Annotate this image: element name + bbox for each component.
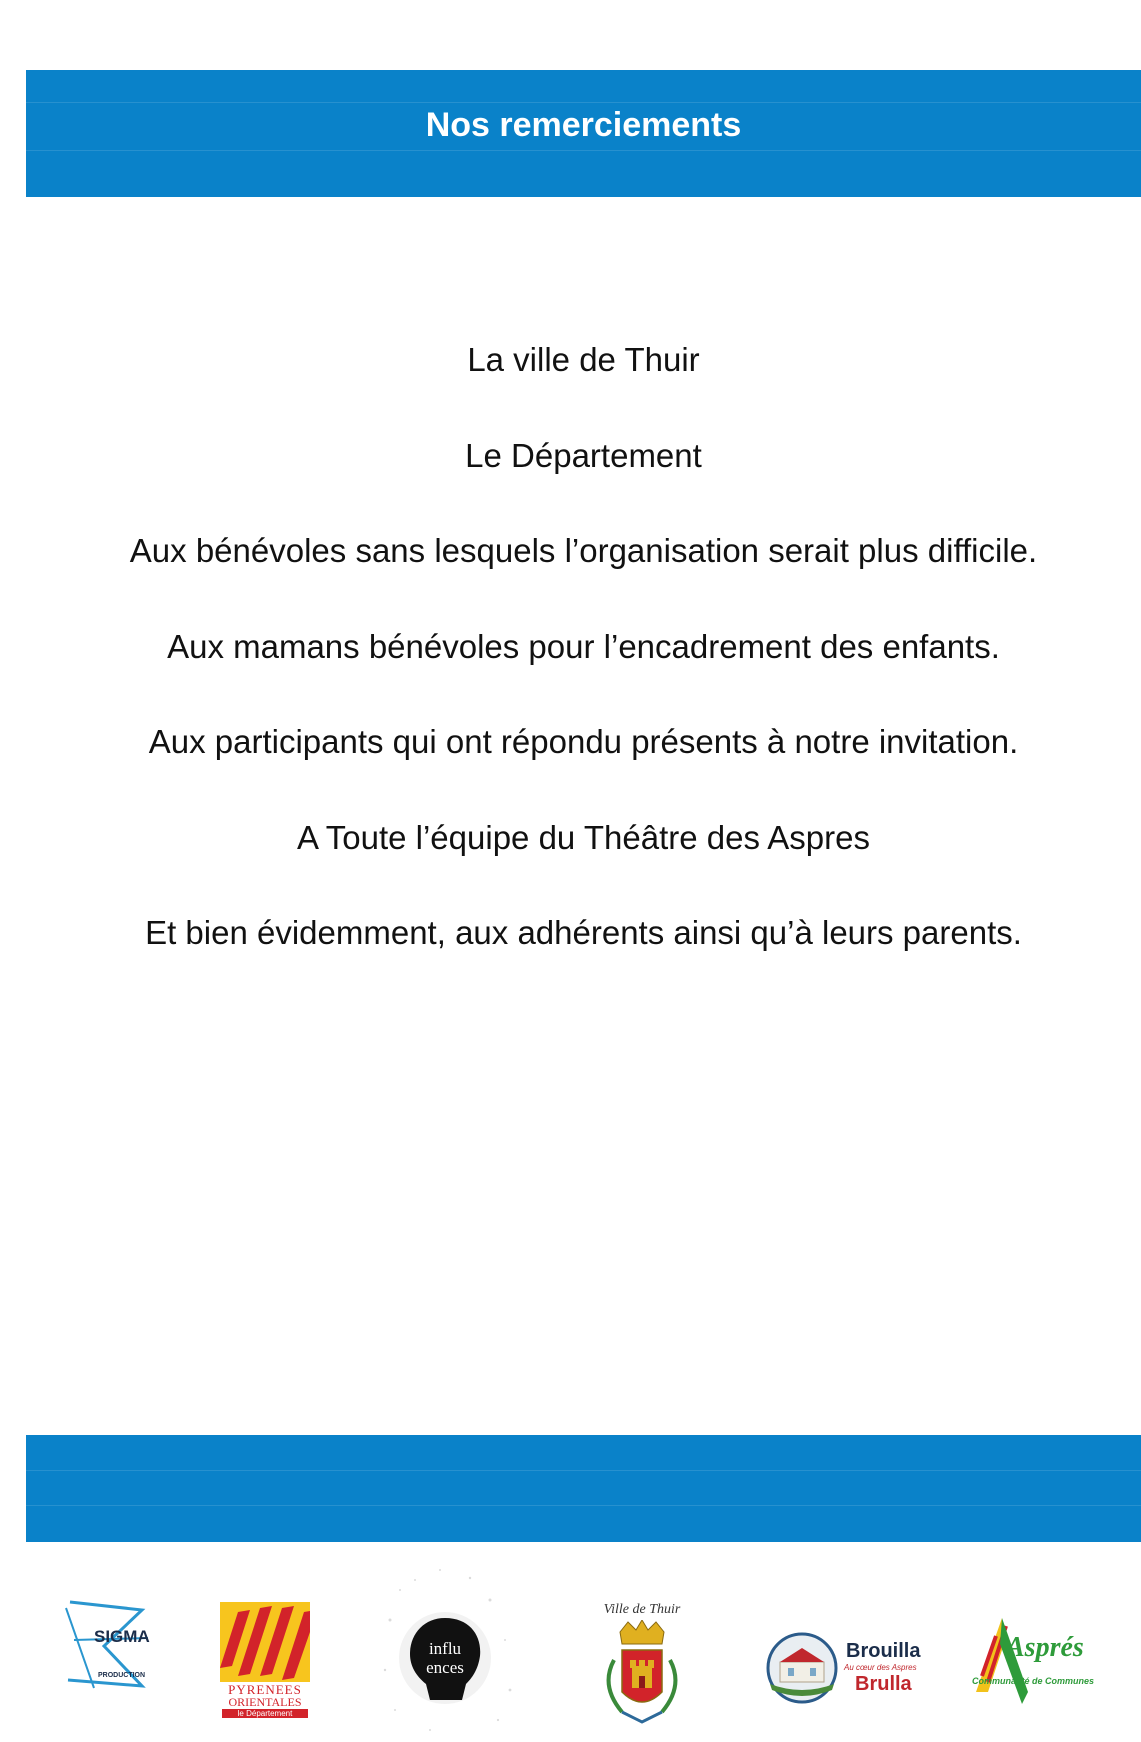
- aspres-sub: Communauté de Communes: [972, 1676, 1095, 1686]
- page-title: Nos remerciements: [425, 106, 742, 144]
- thanks-list: [26, 340, 1141, 1009]
- brouilla-line2: Au cœur des Aspres: [844, 1663, 917, 1672]
- brouilla-brulla-logo: [766, 1632, 936, 1704]
- pyrenees-line1: PYRENEES: [228, 1682, 302, 1697]
- thanks-line: La ville de Thuir: [467, 341, 700, 378]
- brouilla-line3: Brulla: [855, 1673, 912, 1695]
- thanks-line: Le Département: [465, 436, 702, 474]
- thanks-line: A Toute l’équipe du Théâtre des Aspres: [296, 818, 871, 856]
- thanks-line: Aux mamans bénévoles pour l’encadrement des enfants.: [167, 627, 1000, 665]
- thanks-line: Aux participants qui ont répondu présents à notre invitation.: [148, 723, 1019, 760]
- influences-line1: influ: [428, 1639, 462, 1658]
- thanks-line: Et bien évidemment, aux adhérents ainsi qu’à leurs parents.: [145, 914, 1022, 951]
- header-band: [26, 70, 1141, 197]
- pyrenees-line2: ORIENTALES: [228, 1695, 302, 1709]
- influences-logo: [370, 1560, 520, 1742]
- pyrenees-orientales-logo: [220, 1602, 310, 1720]
- thanks-line: Aux bénévoles sans lesquels l’organisation serait plus difficile.: [129, 532, 1038, 569]
- brouilla-line1: Brouilla: [846, 1640, 921, 1662]
- pyrenees-line3: le Département: [222, 1709, 308, 1718]
- influences-line2: ences: [426, 1658, 464, 1677]
- sigma-name: SIGMA: [94, 1627, 150, 1646]
- sigma-sub: PRODUCTION: [98, 1672, 146, 1679]
- aspres-mark: Asprés: [1006, 1632, 1084, 1663]
- thuir-script: Ville de Thuir: [603, 1602, 681, 1617]
- aspres-communaute-logo: [972, 1616, 1112, 1712]
- ville-de-thuir-logo: [592, 1602, 692, 1732]
- sponsor-logos: [0, 1560, 1141, 1742]
- sigma-production-logo: [64, 1600, 152, 1690]
- footer-band: [26, 1435, 1141, 1542]
